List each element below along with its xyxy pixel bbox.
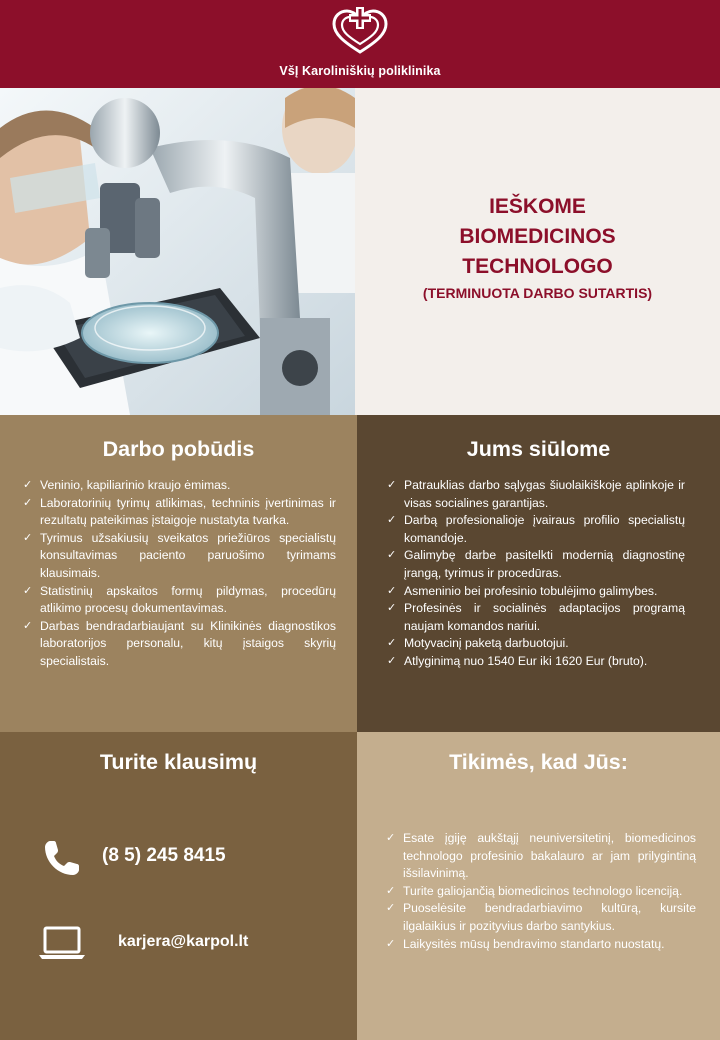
list-item: ✓ Galimybę darbe pasitelkti modernią diagnostinę įrangą, tyrimus ir procedūras. [386,547,685,582]
title-line: TECHNOLOGO [462,255,613,278]
title-line: BIOMEDICINOS [459,225,616,248]
list-item: ✓ Motyvacinį paketą darbuotojui. [386,635,685,653]
offer-section [357,415,720,732]
phone-icon [42,838,82,878]
list-item: ✓ Tyrimus užsakiusių sveikatos priežiūros specialistų konsultavimas paciento paruošimo tyrimams klausimais. [22,530,336,583]
list-item: ✓ Darbas bendradarbiaujant su Klinikinės diagnostikos laboratorijos personalu, kitų įstaigos skyrių specialistais. [22,618,336,671]
list-item: ✓ Darbą profesionalioje įvairaus profilio specialistų komandoje. [386,512,685,547]
list-item: ✓ Patrauklias darbo sąlygas šiuolaikiškoje aplinkoje ir visas socialines garantijas. [386,477,685,512]
list-item: ✓ Esate įgiję aukštąjį neuniversitetinį, biomedicinos technologo profesinio bakalauro ar jam prilygintiną išsilavinimą. [385,830,696,883]
list-item: ✓ Veninio, kapiliarinio kraujo ėmimas. [22,477,336,495]
heart-cross-logo-icon [330,6,390,56]
org-name: VšĮ Karoliniškių poliklinika [279,64,441,78]
email-address[interactable]: karjera@karpol.lt [118,933,249,950]
phone-number[interactable]: (8 5) 245 8415 [102,845,226,866]
laptop-icon [38,926,86,960]
list-item: ✓ Statistinių apskaitos formų pildymas, procedūrų atlikimo procesų dokumentavimas. [22,583,336,618]
title-panel [355,88,720,415]
list-item: ✓ Turite galiojančią biomedicinos technologo licenciją. [385,883,696,901]
requirements-list [385,830,696,953]
laboratory-microscope-photo [0,88,355,415]
requirements-section [357,732,720,1040]
requirements-heading: Tikimės, kad Jūs: [449,750,628,774]
offer-list [386,477,685,671]
job-title [355,192,720,304]
list-item: ✓ Profesinės ir socialinės adaptacijos programą naujam komandos nariui. [386,600,685,635]
list-item: ✓ Atlyginimą nuo 1540 Eur iki 1620 Eur (bruto). [386,653,685,671]
list-item: ✓ Asmeninio bei profesinio tobulėjimo galimybes. [386,583,685,601]
list-item: ✓ Puoselėsite bendradarbiavimo kultūrą, kursite ilgalaikius ir pozityvius darbo santykius. [385,900,696,935]
list-item: ✓ Laikysitės mūsų bendravimo standarto nuostatų. [385,936,696,954]
header-bar [0,0,720,88]
list-item: ✓ Laboratorinių tyrimų atlikimas, techninis įvertinimas ir rezultatų pateikimas įstaigoje nustatyta tvarka. [22,495,336,530]
contact-section [0,732,357,1040]
job-duties-list [22,477,336,671]
job-duties-section [0,415,357,732]
title-line: IEŠKOME [489,195,586,218]
contract-type: (TERMINUOTA DARBO SUTARTIS) [422,285,653,301]
offer-heading: Jums siūlome [466,437,611,461]
job-duties-heading: Darbo pobūdis [102,437,255,461]
contact-heading: Turite klausimų [99,750,258,774]
